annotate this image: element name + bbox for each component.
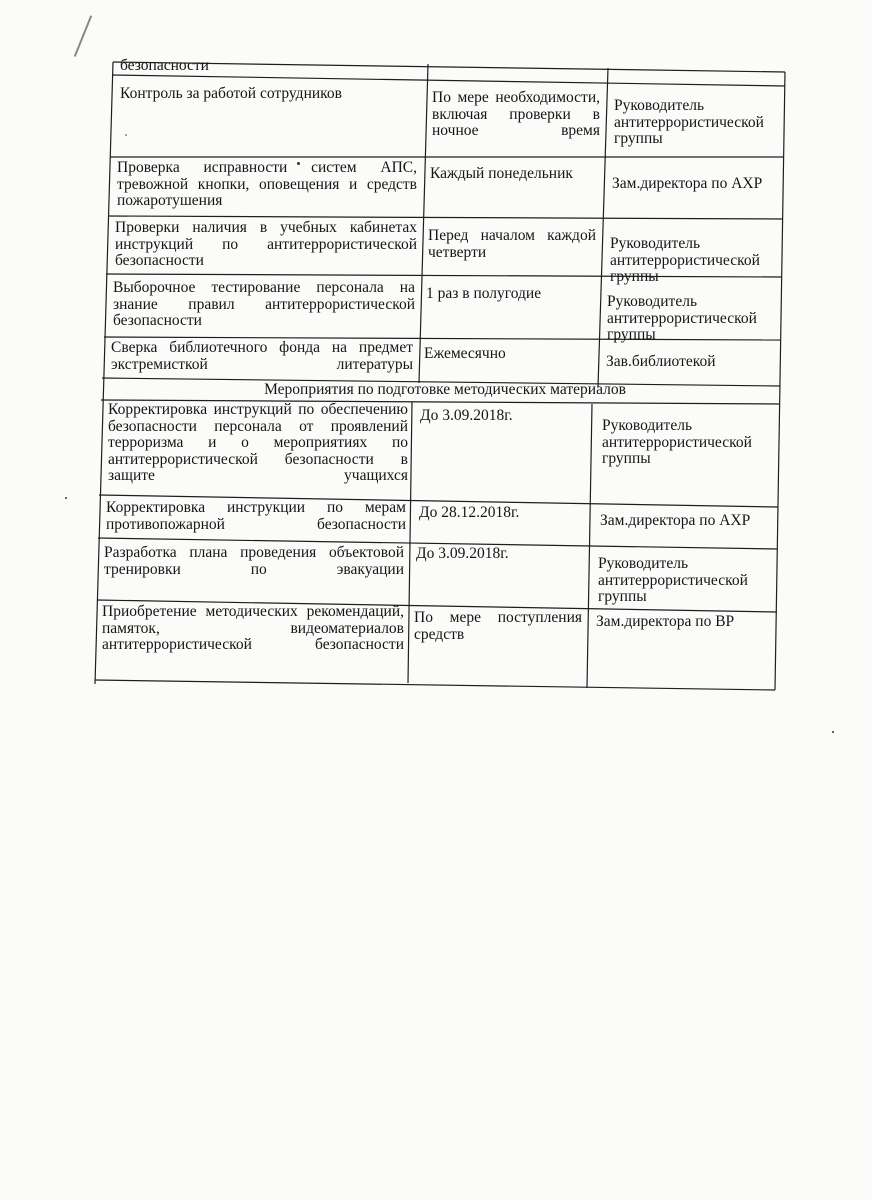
table-cell-deadline: Ежемесячно [424, 345, 506, 362]
table-cell-action: Выборочное тестирование персонала на знание правил антитеррористической безопасности [113, 279, 415, 329]
table-cell-action: Контроль за работой сотрудников [120, 85, 342, 102]
table-border-left [95, 62, 113, 684]
table-cell-responsible: Зам.директора по АХР [600, 512, 751, 529]
table-cell-action: Сверка библиотечного фонда на предмет экстремисткой литературы [111, 339, 413, 373]
table-cell-action: Корректировка инструкций по обеспечению безопасности персонала от проявлений терроризма и о мероприятиях по антитеррористической безопасности в защите учащихся [108, 401, 408, 484]
section-title: Мероприятия по подготовке методических материалов [264, 381, 626, 398]
table-cell-action: Разработка плана проведения объектовой тренировки по эвакуации [104, 544, 404, 578]
table-cell-deadline: 1 раз в полугодие [426, 285, 542, 302]
table-cell-responsible: Зам.директора по ВР [596, 613, 735, 630]
table-border-right [775, 72, 785, 690]
table-border-bottom [95, 680, 775, 690]
table-cell-action: Проверка исправности систем АПС, тревожной кнопки, оповещения и средств пожаротушения [117, 159, 417, 209]
column-divider-1 [419, 64, 428, 383]
table-cell-responsible: Руководитель антитеррористической группы [610, 235, 760, 285]
table-cell-deadline: По мере необходимости, включая проверки в ночное время [432, 89, 600, 139]
table-cell-responsible: Зав.библиотекой [606, 353, 716, 370]
table-cell-responsible: Руководитель антитеррористической группы [598, 555, 748, 605]
table-cell-responsible: Руководитель антитеррористической группы [607, 293, 757, 343]
table-cell-deadline: Перед началом каждой четверти [428, 227, 596, 261]
table-cell-deadline: По мере поступления средств [414, 609, 582, 643]
table-cell-responsible: Зам.директора по АХР [612, 175, 763, 192]
scan-artifact [65, 497, 67, 499]
table-cell-action: Корректировка инструкции по мерам противопожарной безопасности [106, 499, 406, 533]
table-cell-responsible: Руководитель антитеррористической группы [614, 97, 764, 147]
scan-artifact [832, 731, 834, 733]
table-cell-deadline: До 28.12.2018г. [419, 504, 520, 521]
table-cell-action: Приобретение методических рекомендаций, памяток, видеоматериалов антитеррористической безопасности [102, 603, 404, 653]
table-cell-deadline: До 3.09.2018г. [420, 407, 513, 424]
table-cell-deadline: Каждый понедельник [430, 165, 573, 182]
table-cell-responsible: Руководитель антитеррористической группы [602, 417, 752, 467]
table-cell-action: Проверки наличия в учебных кабинетах инструкций по антитеррористической безопасности [115, 219, 417, 269]
table-cell-deadline: До 3.09.2018г. [416, 545, 509, 562]
scan-artifact [125, 134, 127, 136]
table-cell-action: безопасности [120, 57, 209, 74]
